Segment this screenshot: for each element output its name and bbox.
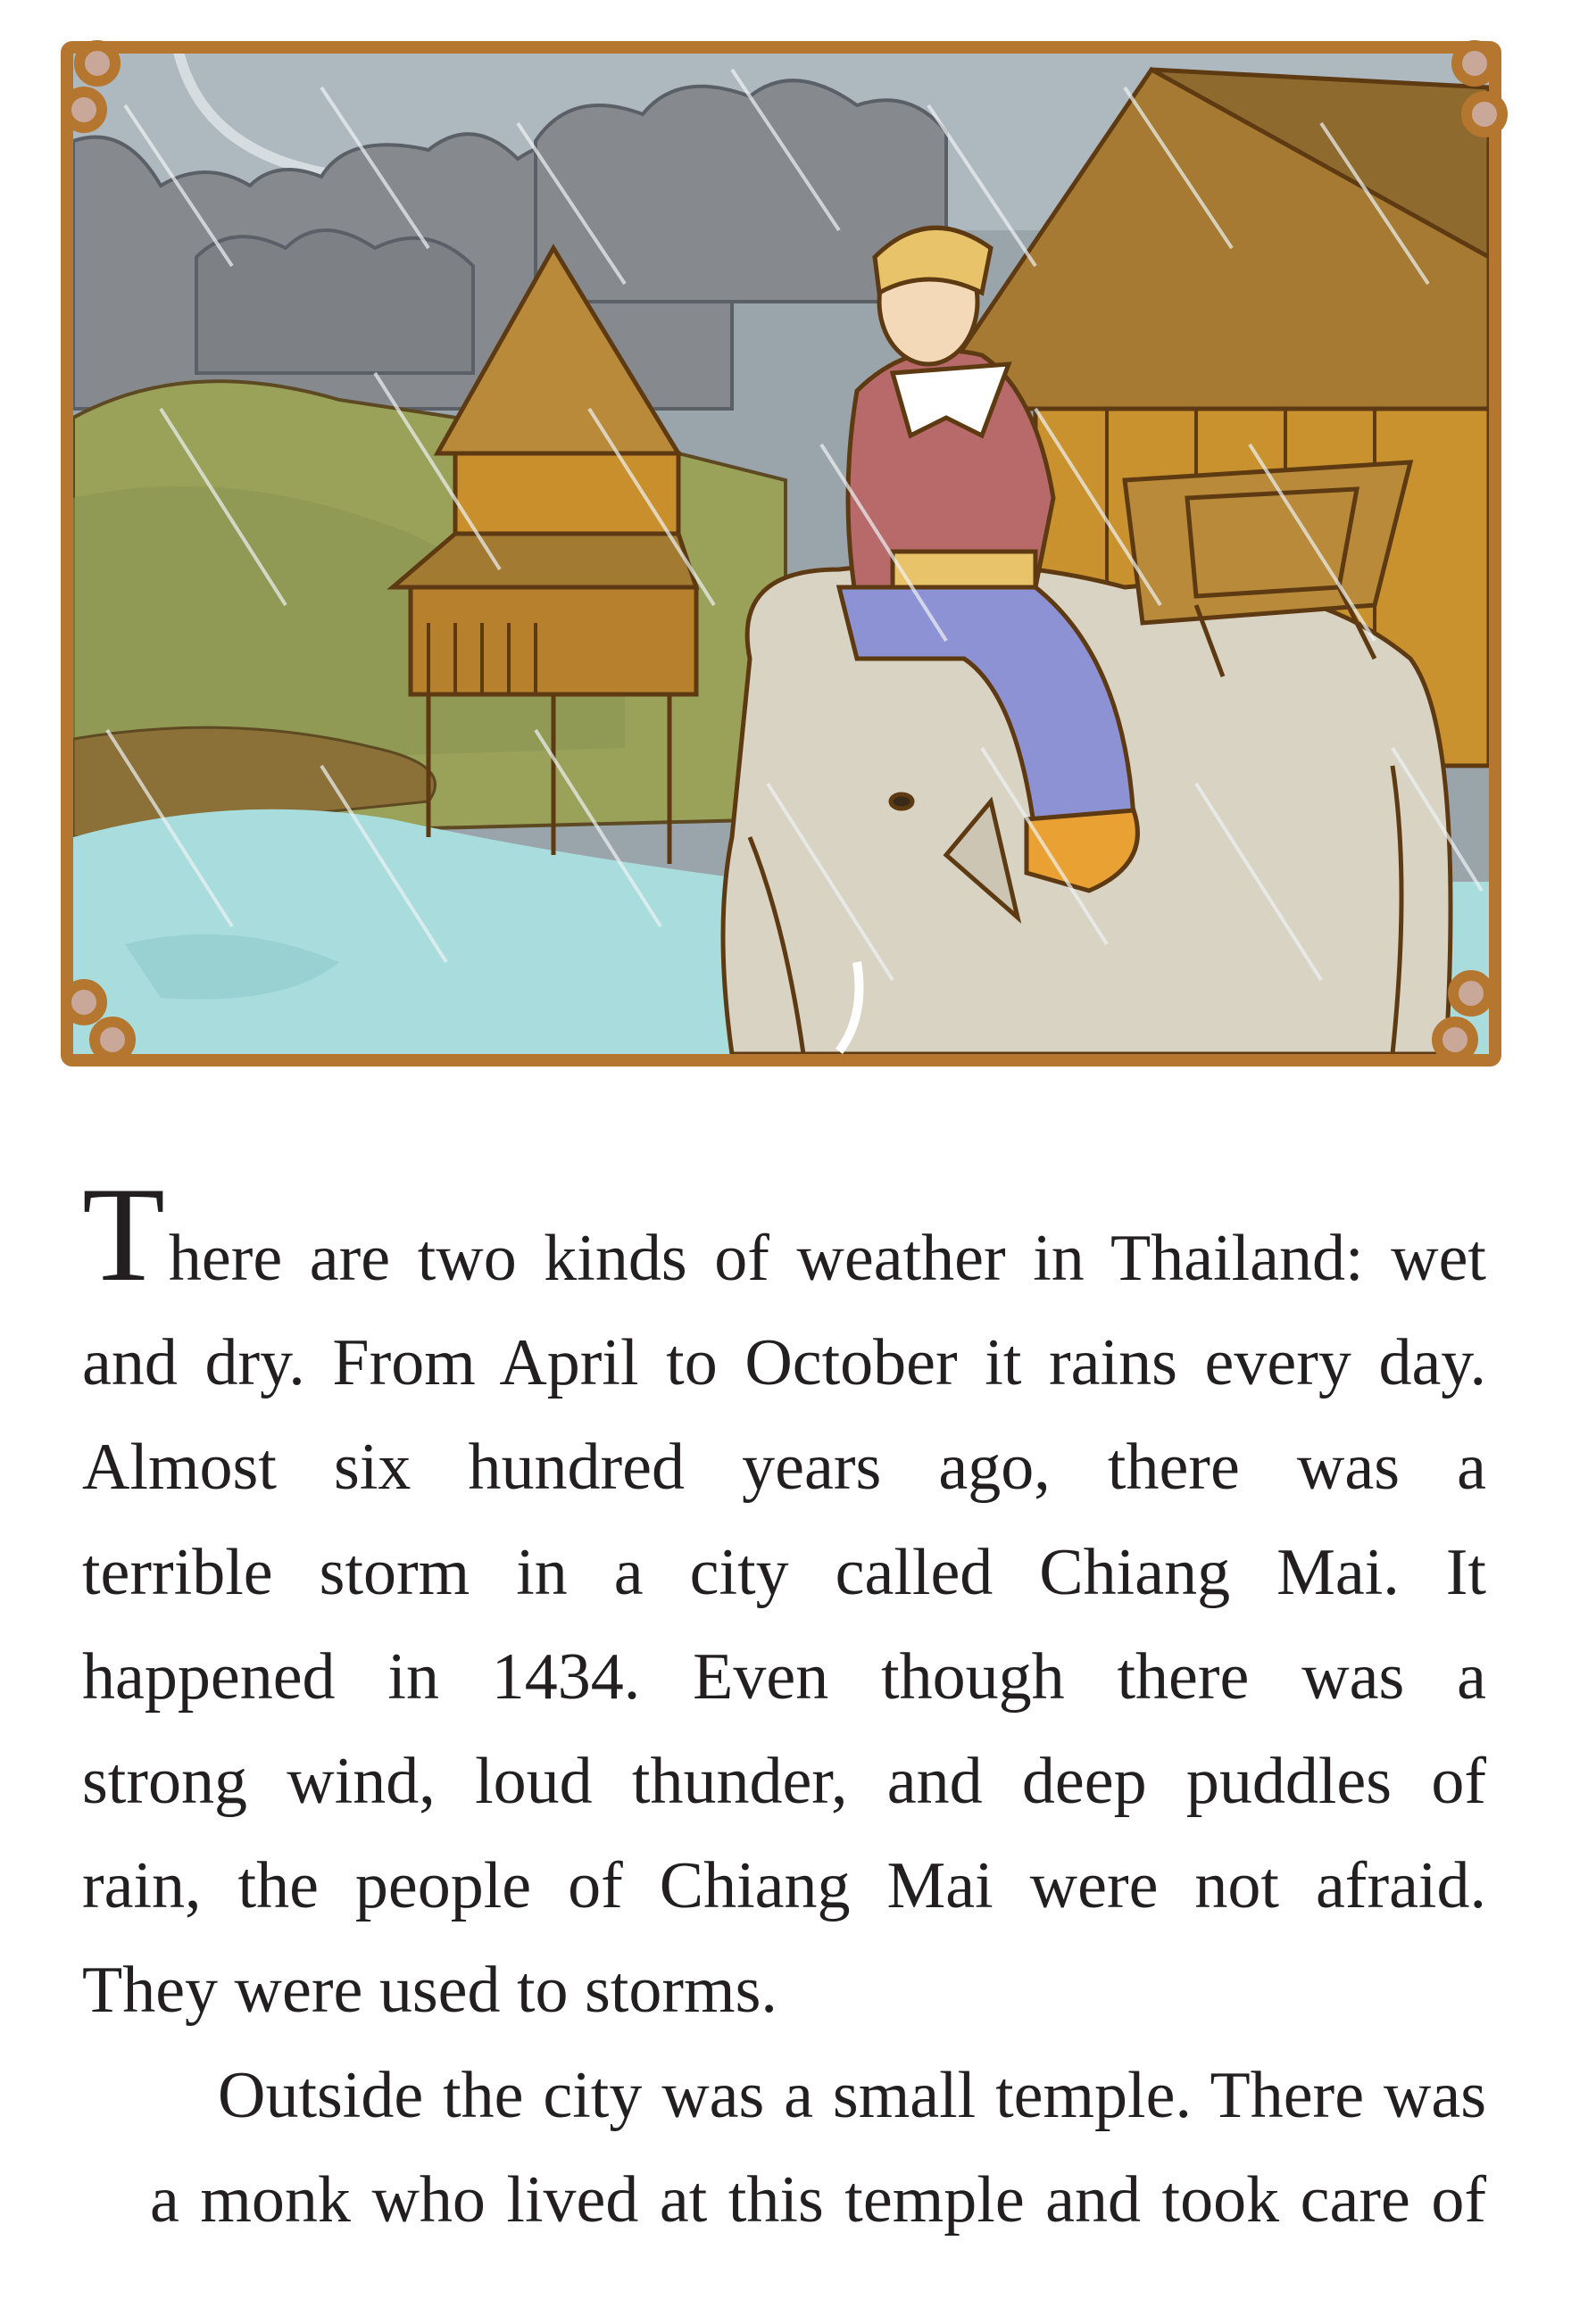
knob-icon <box>79 46 115 81</box>
knob-icon <box>66 984 102 1020</box>
story-illustration <box>54 34 1509 1074</box>
knob-icon <box>95 1022 130 1058</box>
knob-icon <box>1437 1022 1473 1058</box>
scene <box>54 34 1509 1074</box>
paragraph-2 <box>82 2044 1486 2253</box>
knob-icon <box>1453 975 1489 1011</box>
text-line: and dry. From April to October it rains every day. <box>82 1326 1486 1400</box>
text-line: Outside the city was a small temple. There was <box>218 2058 1486 2132</box>
line-text: here are two kinds of weather in Thailand: wet <box>168 1222 1486 1295</box>
text-line <box>82 1159 1486 1311</box>
initial-capital: T <box>82 1159 165 1309</box>
text-line: Almost six hundred years ago, there was a <box>82 1431 1486 1505</box>
text-line: happened in 1434. Even though there was a <box>82 1639 1486 1714</box>
story-text <box>82 1159 1486 2253</box>
text-line: terrible storm in a city called Chiang Mai. It <box>82 1535 1486 1609</box>
text-line: rain, the people of Chiang Mai were not afraid. <box>82 1849 1486 1923</box>
knob-icon <box>66 92 102 128</box>
knob-icon <box>1457 46 1492 81</box>
illustration-svg <box>54 34 1509 1074</box>
text-line: They were used to storms. <box>82 1954 777 2028</box>
knob-icon <box>1467 96 1502 132</box>
text-line: a monk who lived at this temple and took care of <box>150 2162 1486 2237</box>
paragraph-1 <box>82 1159 1486 2044</box>
text-line: strong wind, loud thunder, and deep puddles of <box>82 1745 1486 1819</box>
